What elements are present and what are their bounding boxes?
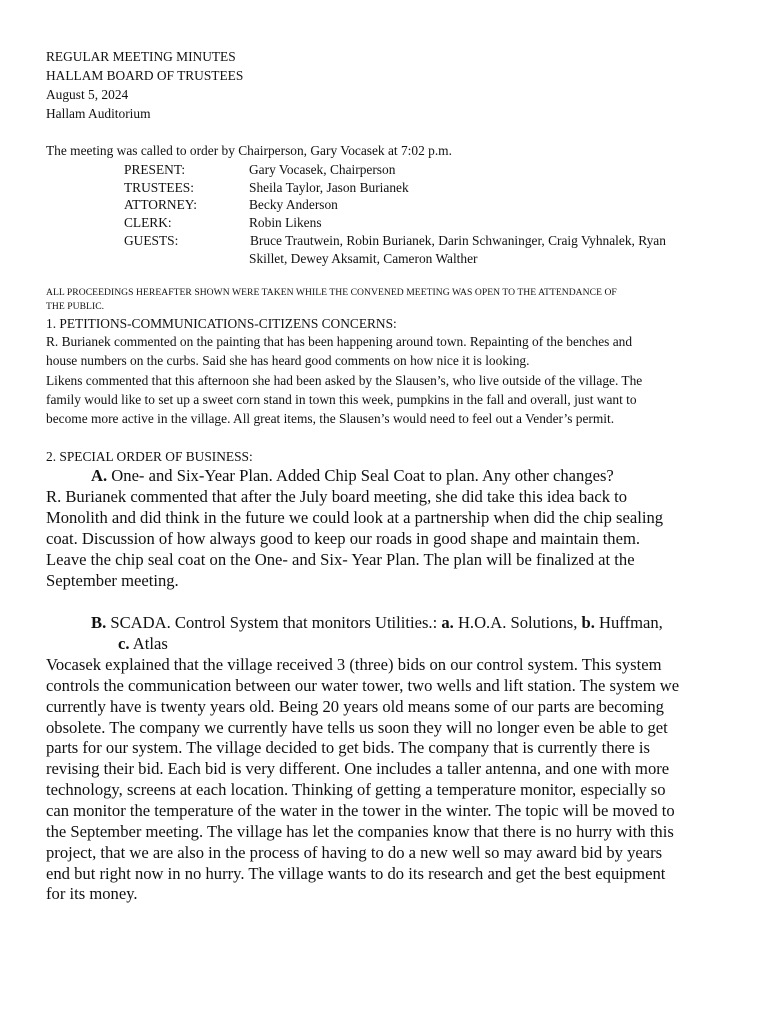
paragraph-line: family would like to set up a sweet corn stand in town this week, pumpkins in the fall and overall, just want to [46,392,637,407]
option-letter: b. [581,613,595,632]
meeting-location: Hallam Auditorium [46,106,151,121]
attendance-value: Gary Vocasek, Chairperson [249,162,396,177]
paragraph-line: project, that we are also in the process of having to do a new well so may award bid by years [46,843,663,862]
attendance-value: Becky Anderson [249,197,338,212]
item-b-title [91,613,663,633]
item-letter: A. [91,466,108,485]
section-heading: 2. SPECIAL ORDER OF BUSINESS: [46,449,253,464]
item-b-option-c [118,634,168,654]
proceedings-notice: THE PUBLIC. [46,301,105,312]
paragraph-line: R. Burianek commented that after the July board meeting, she did take this idea back to [46,487,628,506]
paragraph-line: the September meeting. The village has let the companies know that there is no hurry with this [46,822,674,841]
board-name: HALLAM BOARD OF TRUSTEES [46,68,244,83]
attendance-value: Bruce Trautwein, Robin Burianek, Darin Schwaninger, Craig Vyhnalek, Ryan [250,233,666,248]
paragraph-line: for its money. [46,884,138,903]
attendance-label: TRUSTEES: [124,180,194,195]
call-to-order: The meeting was called to order by Chairperson, Gary Vocasek at 7:02 p.m. [46,143,452,158]
paragraph-line: Vocasek explained that the village received 3 (three) bids on our control system. This system [46,655,662,674]
item-a-title [91,466,614,486]
attendance-label: ATTORNEY: [124,197,197,212]
paragraph-line: obsolete. The company we currently have tells us soon they will no longer even be able to get [46,718,668,737]
paragraph-line: parts for our system. The village decided to get bids. The company that is currently there is [46,738,650,757]
option-text: H.O.A. Solutions, [453,613,582,632]
paragraph-line: technology, screens at each location. Thinking of getting a temperature monitor, especially so [46,780,666,799]
paragraph-line: currently have is twenty years old. Being 20 years old means some of our parts are becoming [46,697,664,716]
attendance-value: Robin Likens [249,215,322,230]
paragraph-line: revising their bid. Each bid is very different. One includes a taller antenna, and one with more [46,759,670,778]
attendance-label: GUESTS: [124,233,179,248]
option-text: Huffman, [594,613,663,632]
attendance-value-continued: Skillet, Dewey Aksamit, Cameron Walther [249,251,478,266]
paragraph-line: end but right now in no hurry. The village wants to do its research and get the best equipment [46,864,666,883]
paragraph-line: can monitor the temperature of the water in the tower in the winter. The topic will be moved to [46,801,675,820]
attendance-value: Sheila Taylor, Jason Burianek [249,180,409,195]
document-title: REGULAR MEETING MINUTES [46,49,236,64]
paragraph-line: September meeting. [46,571,179,590]
paragraph-line: become more active in the village. All great items, the Slausen’s would need to feel out a Vender’s permit. [46,411,615,426]
attendance-label: PRESENT: [124,162,186,177]
paragraph-line: Monolith and did think in the future we could look at a partnership when did the chip sealing [46,508,664,527]
section-heading: 1. PETITIONS-COMMUNICATIONS-CITIZENS CONCERNS: [46,316,397,331]
item-letter: B. [91,613,107,632]
meeting-date: August 5, 2024 [46,87,129,102]
paragraph-line: Likens commented that this afternoon she had been asked by the Slausen’s, who live outside of the village. The [46,373,643,388]
paragraph-line: controls the communication between our water tower, two wells and lift station. The system we [46,676,680,695]
paragraph-line: R. Burianek commented on the painting that has been happening around town. Repainting of the benches and [46,334,633,349]
paragraph-line: house numbers on the curbs. Said she has heard good comments on how nice it is looking. [46,353,530,368]
option-letter: c. [118,634,130,653]
option-text: Atlas [129,634,168,653]
option-letter: a. [441,613,454,632]
item-title-text: One- and Six-Year Plan. Added Chip Seal Coat to plan. Any other changes? [107,466,614,485]
attendance-label: CLERK: [124,215,172,230]
item-title-text: SCADA. Control System that monitors Utilities.: [106,613,442,632]
proceedings-notice: ALL PROCEEDINGS HEREAFTER SHOWN WERE TAKEN WHILE THE CONVENED MEETING WAS OPEN TO THE ATTENDANCE OF [46,287,617,298]
paragraph-line: coat. Discussion of how always good to keep our roads in good shape and maintain them. [46,529,641,548]
paragraph-line: Leave the chip seal coat on the One- and Six- Year Plan. The plan will be finalized at the [46,550,635,569]
